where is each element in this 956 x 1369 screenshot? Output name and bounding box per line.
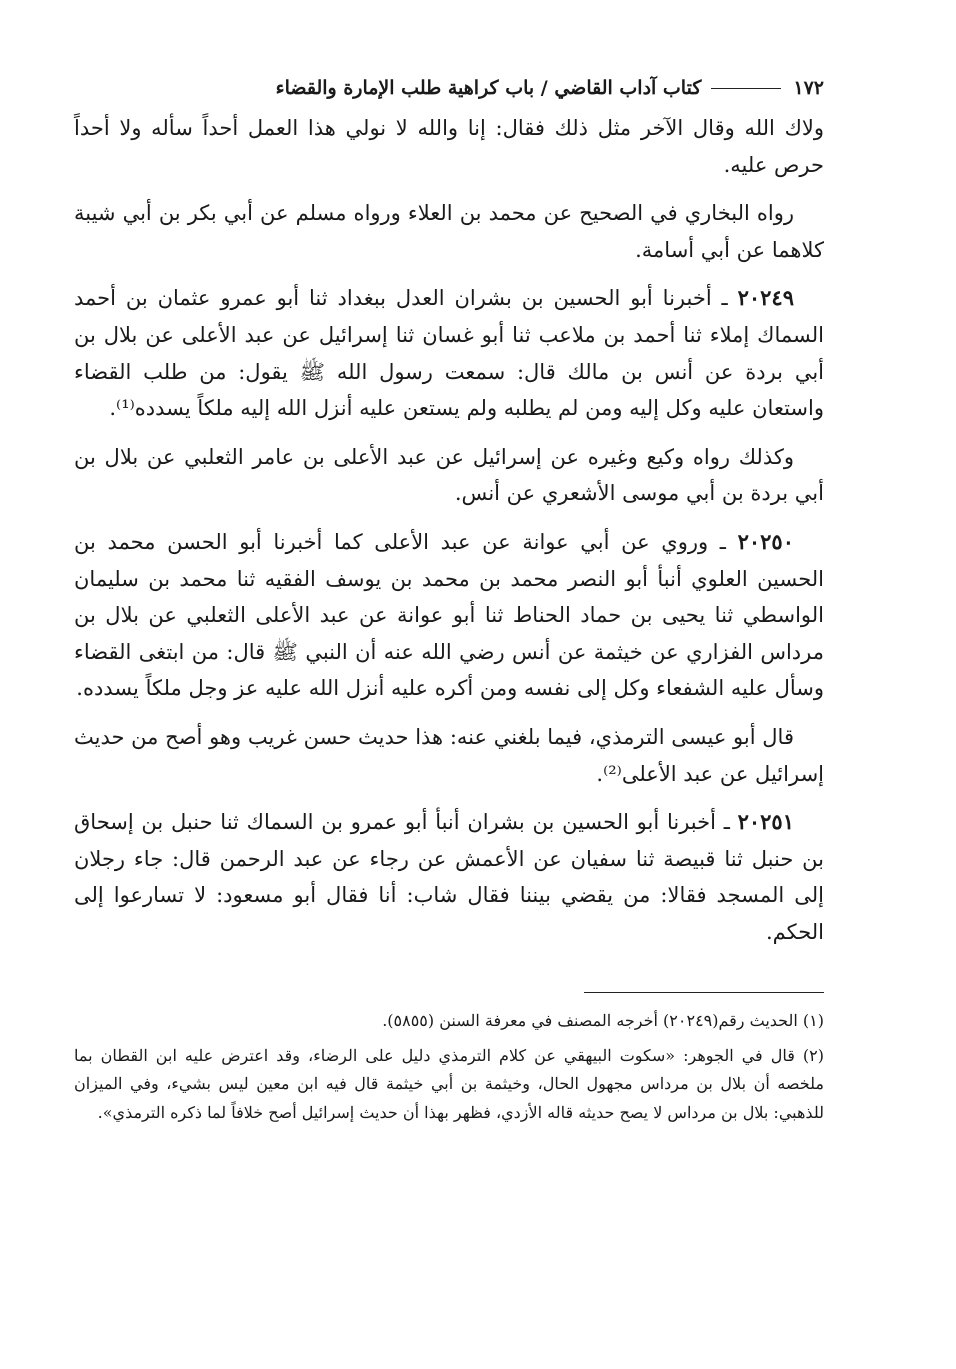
paragraph — [74, 195, 824, 268]
paragraph-text: قال أبو عيسى الترمذي، فيما بلغني عنه: هذا حديث حسن غريب وهو أصح من حديث إسرائيل عن عبد الأعلى⁽²⁾. — [74, 724, 824, 786]
main-text — [74, 110, 824, 950]
paragraph-text: وكذلك رواه وكيع وغيره عن إسرائيل عن عبد الأعلى بن عامر الثعلبي عن بلال بن أبي بردة بن أبي موسى الأشعري عن أنس. — [74, 444, 824, 506]
hadith-number: ٢٠٢٥١ — [737, 809, 794, 835]
paragraph-text: رواه البخاري في الصحيح عن محمد بن العلاء ورواه مسلم عن أبي بكر بن أبي شيبة كلاهما عن أبي أسامة. — [74, 201, 824, 262]
paragraph-text: ـ أخبرنا أبو الحسين بن بشران العدل ببغداد ثنا أبو عمرو عثمان بن أحمد السماك إملاء ثنا أحمد بن ملاعب ثنا أبو غسان ثنا إسرائيل عن عبد الأعلى عن بلال بن أبي بردة عن أنس بن مالك قال: سمعت رسول الله ﷺ يقول: من طلب القضاء واستعان عليه وكل إليه ومن لم يطلبه ولم يستعن عليه أنزل الله إليه ملكاً يسدده⁽¹⁾. — [74, 286, 824, 421]
footnotes — [74, 1007, 824, 1127]
header-rule — [711, 88, 781, 89]
hadith-paragraph — [74, 524, 824, 707]
footnote: (٢) قال في الجوهر: «سكوت البيهقي عن كلام الترمذي دليل على الرضاء، وقد اعترض عليه ابن القطان بما ملخصه أن بلال بن مرداس مجهول الحال، وخيثمة بن أبي خيثمة قال فيه ابن معين ليس بشيء، وفي الميزان للذهبي: بلال بن مرداس لا يصح حديثه قاله الأزدي، فظهر بهذا أن حديث إسرائيل أصح خلافاً لما ذكره الترمذي». — [74, 1045, 824, 1122]
hadith-paragraph — [74, 280, 824, 426]
header-title: كتاب آداب القاضي / باب كراهية طلب الإمارة والقضاء — [275, 77, 702, 99]
footnote-separator — [584, 992, 824, 993]
page-number: ١٧٢ — [793, 77, 824, 99]
paragraph-text: ـ وروي عن أبي عوانة عن عبد الأعلى كما أخبرنا أبو الحسن محمد بن الحسين العلوي أنبأ أبو النصر محمد بن محمد بن يوسف الفقيه ثنا محمد بن سليمان الواسطي ثنا يحيى بن حماد الحناط ثنا أبو عوانة عن عبد الأعلى الثعلبي عن بلال بن مرداس الفزاري عن خيثمة عن أنس رضي الله عنه أن النبي ﷺ قال: من ابتغى القضاء وسأل عليه الشفعاء وكل إلى نفسه ومن أكره عليه أنزل الله عليه عز وجل ملكاً يسدده. — [74, 529, 824, 701]
footnote: (١) الحديث رقم(٢٠٢٤٩) أخرجه المصنف في معرفة السنن (٥٨٥٥). — [382, 1011, 824, 1031]
hadith-number: ٢٠٢٤٩ — [737, 285, 794, 311]
book-page — [74, 70, 824, 1133]
paragraph — [74, 110, 824, 183]
paragraph — [74, 719, 824, 792]
running-header — [74, 70, 824, 106]
paragraph-text: ـ أخبرنا أبو الحسين بن بشران أنبأ أبو عمرو بن السماك ثنا حنبل بن إسحاق بن حنبل ثنا قبيصة ثنا سفيان عن الأعمش عن رجاء عن عبد الرحمن قال: جاء رجلان إلى المسجد فقالا: من يقضي بيننا فقال شاب: أنا فقال أبو مسعود: لا تسارعوا إلى الحكم. — [74, 810, 824, 944]
paragraph — [74, 439, 824, 512]
hadith-number: ٢٠٢٥٠ — [737, 528, 794, 554]
paragraph-text: ولاك الله وقال الآخر مثل ذلك فقال: إنا والله لا نولي هذا العمل أحداً سأله ولا أحداً حرص عليه. — [74, 116, 824, 177]
hadith-paragraph — [74, 804, 824, 950]
